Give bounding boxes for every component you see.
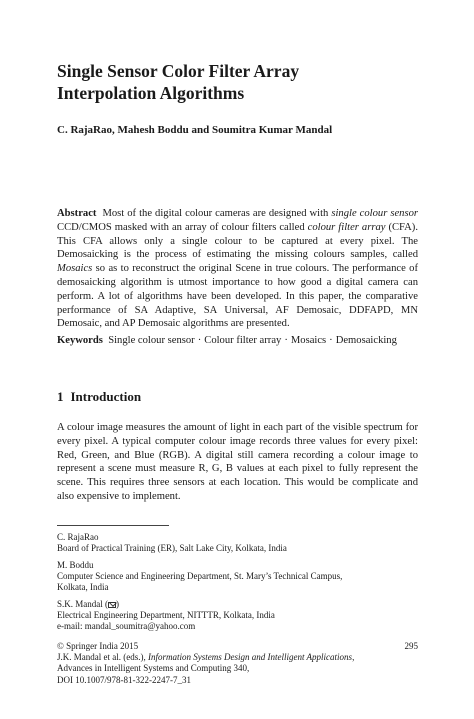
affiliation-line: Electrical Engineering Department, NITTTR, Kolkata, India — [57, 610, 275, 621]
affiliation-line: Kolkata, India — [57, 582, 109, 593]
abstract — [57, 207, 418, 331]
abstract-text-3: (CFA). This CFA allows only a single colour to be captured at every pixel. The Demosaicking is the process of estimating the missing colours samples, called — [57, 221, 418, 261]
affiliation-name: C. RajaRao — [57, 532, 99, 542]
affiliation-name-row — [57, 599, 418, 610]
keywords — [57, 334, 418, 348]
section-title: Introduction — [70, 389, 142, 404]
section-number: 1 — [57, 389, 64, 404]
footnote-divider — [57, 525, 169, 526]
affiliation-name-suffix: ) — [116, 599, 119, 609]
abstract-text-1: Most of the digital colour cameras are designed with — [102, 208, 332, 219]
envelope-icon — [108, 602, 116, 608]
affiliation-boddu — [57, 560, 418, 594]
citation-line — [57, 652, 418, 663]
keyword-item: Mosaics — [290, 335, 327, 346]
affiliation-line: Board of Practical Training (ER), Salt Lake City, Kolkata, India — [57, 543, 287, 554]
affiliation-email: e-mail: mandal_soumitra@yahoo.com — [57, 621, 196, 632]
keywords-label: Keywords — [57, 335, 103, 346]
title-line-2: Interpolation Algorithms — [57, 83, 245, 103]
abstract-text-2: CCD/CMOS masked with an array of colour filters called — [57, 221, 308, 233]
abstract-text-4: so as to reconstruct the original Scene in true colours. The performance of demosaicking algorithm is utmost importance to how good a digital camera can perform. A lot of algorithms have been developed. In this paper, the comparative performance of SA Adaptive, SA Universal, AF Demosaic, DDFAPD, MN Demosaic, and AP Demosaic algorithms are presented. — [57, 263, 418, 330]
citation-suffix: , — [352, 652, 355, 663]
publication-info — [57, 641, 418, 686]
citation-book-title: Information Systems Design and Intelligent Applications — [147, 652, 353, 663]
abstract-emphasis-1: single colour sensor — [331, 208, 419, 219]
abstract-label: Abstract — [57, 208, 97, 219]
affiliation-mandal — [57, 599, 418, 633]
copyright-line: © Springer India 2015 — [57, 641, 139, 651]
citation-prefix: J.K. Mandal et al. (eds.), — [57, 652, 148, 663]
section-heading-introduction — [57, 389, 141, 405]
affiliation-line: Computer Science and Engineering Department, St. Mary’s Technical Campus, — [57, 571, 343, 582]
abstract-emphasis-3: Mosaics — [57, 263, 93, 275]
keyword-item: Single colour sensor — [108, 335, 195, 346]
affiliation-rajarao — [57, 532, 418, 554]
doi-line: DOI 10.1007/978-81-322-2247-7_31 — [57, 674, 191, 685]
introduction-paragraph: A colour image measures the amount of light in each part of the visible spectrum for every pixel. A typical computer colour image records three values for every pixel: Red, Green, and Blue (RGB). A digital still camera recording a colour image to represent a scene must measure R, G, B values at each pixel to fully represent the scene. This requires three sensors at each location. This would be complicate and also expensive to implement. — [57, 422, 418, 502]
abstract-emphasis-2: colour filter array — [307, 221, 386, 233]
affiliation-name: M. Boddu — [57, 560, 94, 570]
paper-title — [57, 60, 418, 104]
series-line: Advances in Intelligent Systems and Computing 340, — [57, 663, 250, 674]
keyword-item: Demosaicking — [335, 335, 397, 346]
page-number: 295 — [404, 641, 418, 651]
author-list: C. RajaRao, Mahesh Boddu and Soumitra Kumar Mandal — [57, 124, 333, 136]
affiliation-name: S.K. Mandal ( — [57, 599, 108, 609]
title-line-1: Single Sensor Color Filter Array — [57, 61, 300, 81]
keyword-separator: · — [329, 335, 333, 346]
keyword-item: Colour filter array — [204, 335, 282, 346]
keyword-separator: · — [197, 335, 202, 346]
paper-page — [57, 0, 418, 719]
keyword-separator: · — [284, 335, 288, 346]
